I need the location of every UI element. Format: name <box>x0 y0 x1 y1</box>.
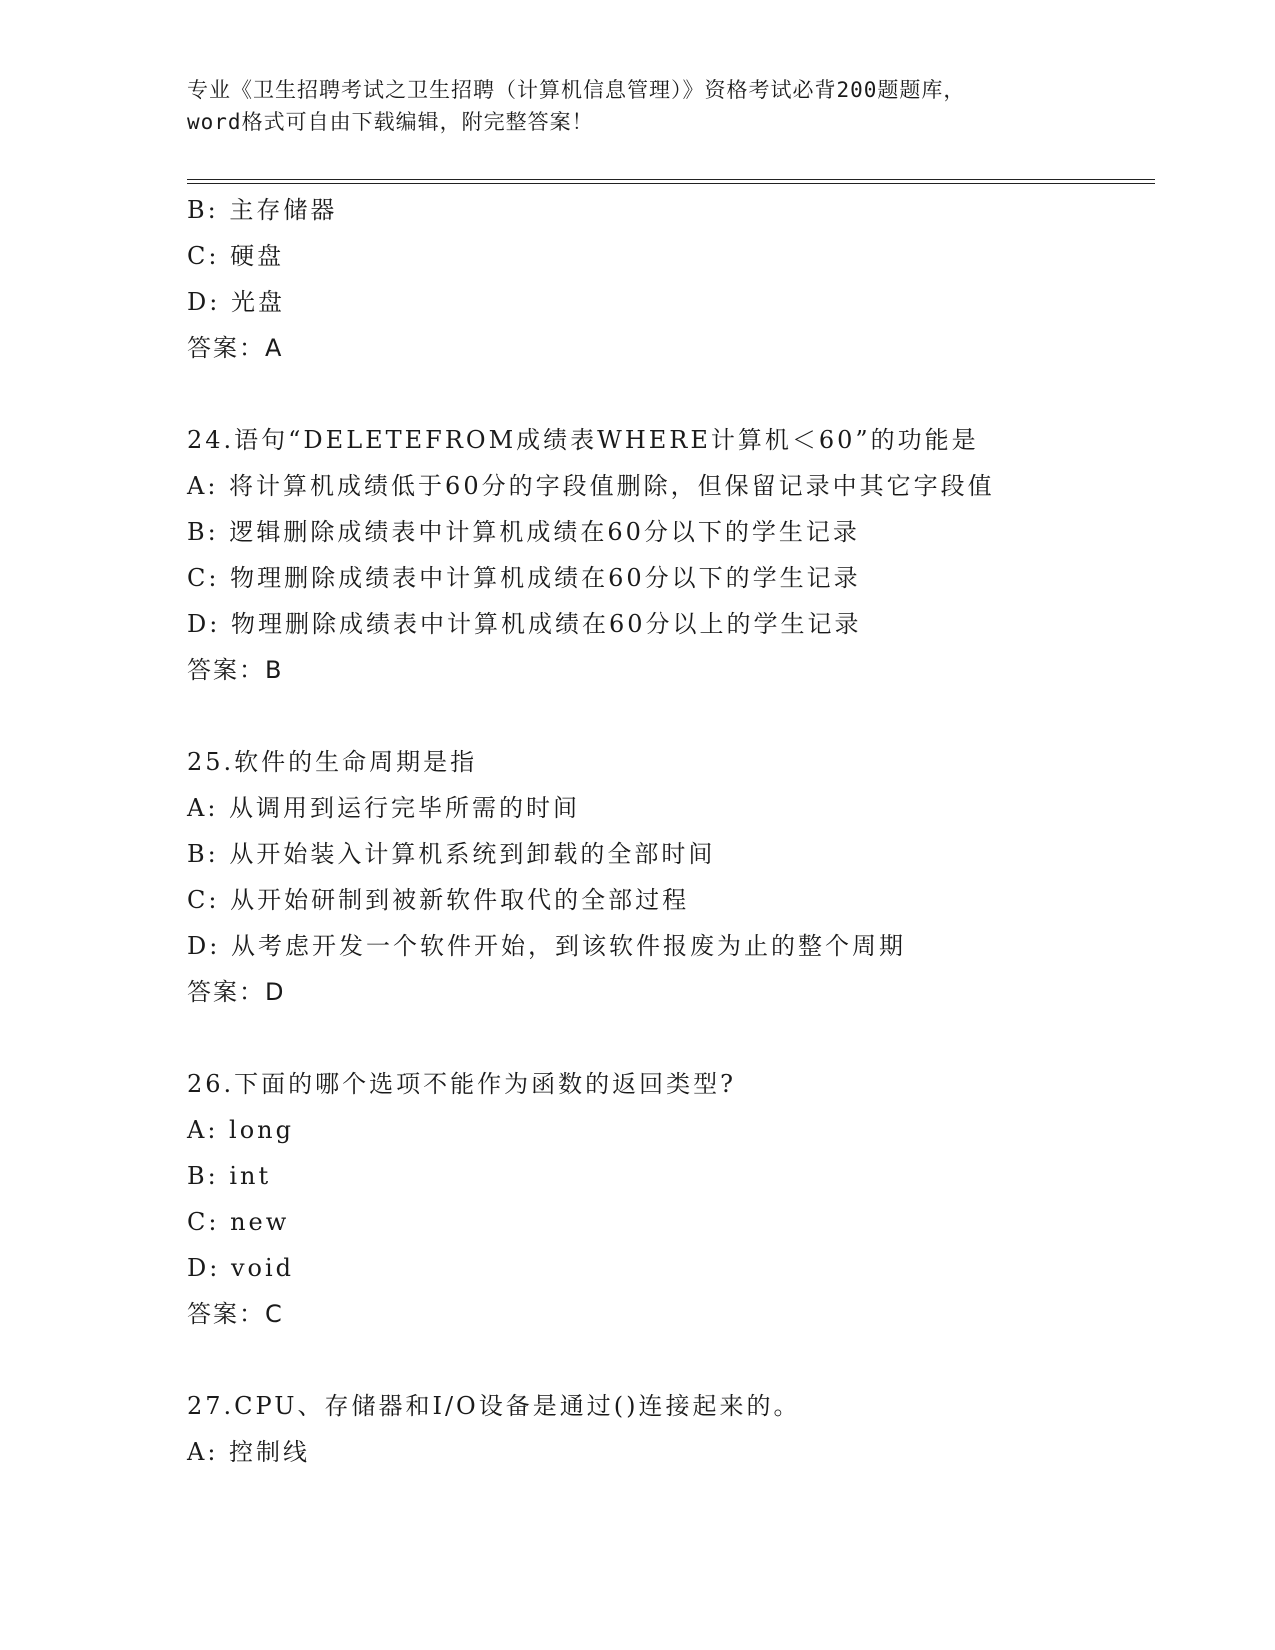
question-line: 24.语句“DELETEFROM成绩表WHERE计算机＜60”的功能是 <box>187 426 979 454</box>
question-line: 26.下面的哪个选项不能作为函数的返回类型? <box>187 1070 737 1098</box>
question-list <box>187 187 1147 1475</box>
option-line: C: new <box>187 1208 290 1236</box>
option-line: C: 硬盘 <box>187 242 285 270</box>
header-line-1: 专业《卫生招聘考试之卫生招聘（计算机信息管理）》资格考试必背200题题库， <box>187 78 966 102</box>
option-line: B: 主存储器 <box>187 196 338 224</box>
option-line: B: 从开始装入计算机系统到卸载的全部时间 <box>187 840 716 868</box>
block-spacer <box>187 1015 1147 1061</box>
question-block <box>187 1061 1147 1337</box>
option-line: B: 逻辑删除成绩表中计算机成绩在60分以下的学生记录 <box>187 518 860 546</box>
option-line: D: 从考虑开发一个软件开始，到该软件报废为止的整个周期 <box>187 932 906 960</box>
option-line: B: int <box>187 1162 272 1190</box>
option-line: D: 光盘 <box>187 288 285 316</box>
option-line: C: 物理删除成绩表中计算机成绩在60分以下的学生记录 <box>187 564 861 592</box>
document-header <box>187 74 1107 138</box>
question-block <box>187 187 1147 371</box>
block-spacer <box>187 1337 1147 1383</box>
option-line: C: 从开始研制到被新软件取代的全部过程 <box>187 886 690 914</box>
answer-line: 答案：C <box>187 1300 284 1328</box>
option-line: D: void <box>187 1254 295 1282</box>
option-line: A: 控制线 <box>187 1438 311 1466</box>
question-block <box>187 417 1147 693</box>
answer-line: 答案：B <box>187 656 284 684</box>
question-line: 27.CPU、存储器和I/O设备是通过()连接起来的。 <box>187 1392 801 1420</box>
answer-line: 答案：A <box>187 334 284 362</box>
question-block <box>187 739 1147 1015</box>
header-line-2: word格式可自由下载编辑，附完整答案！ <box>187 110 594 134</box>
question-line: 25.软件的生命周期是指 <box>187 748 478 776</box>
option-line: D: 物理删除成绩表中计算机成绩在60分以上的学生记录 <box>187 610 862 638</box>
option-line: A: 从调用到运行完毕所需的时间 <box>187 794 581 822</box>
question-block <box>187 1383 1147 1475</box>
header-divider-bottom <box>187 183 1155 184</box>
option-line: A: 将计算机成绩低于60分的字段值删除，但保留记录中其它字段值 <box>187 472 995 500</box>
block-spacer <box>187 693 1147 739</box>
answer-line: 答案：D <box>187 978 286 1006</box>
option-line: A: long <box>187 1116 294 1144</box>
header-divider-top <box>187 179 1155 180</box>
block-spacer <box>187 371 1147 417</box>
